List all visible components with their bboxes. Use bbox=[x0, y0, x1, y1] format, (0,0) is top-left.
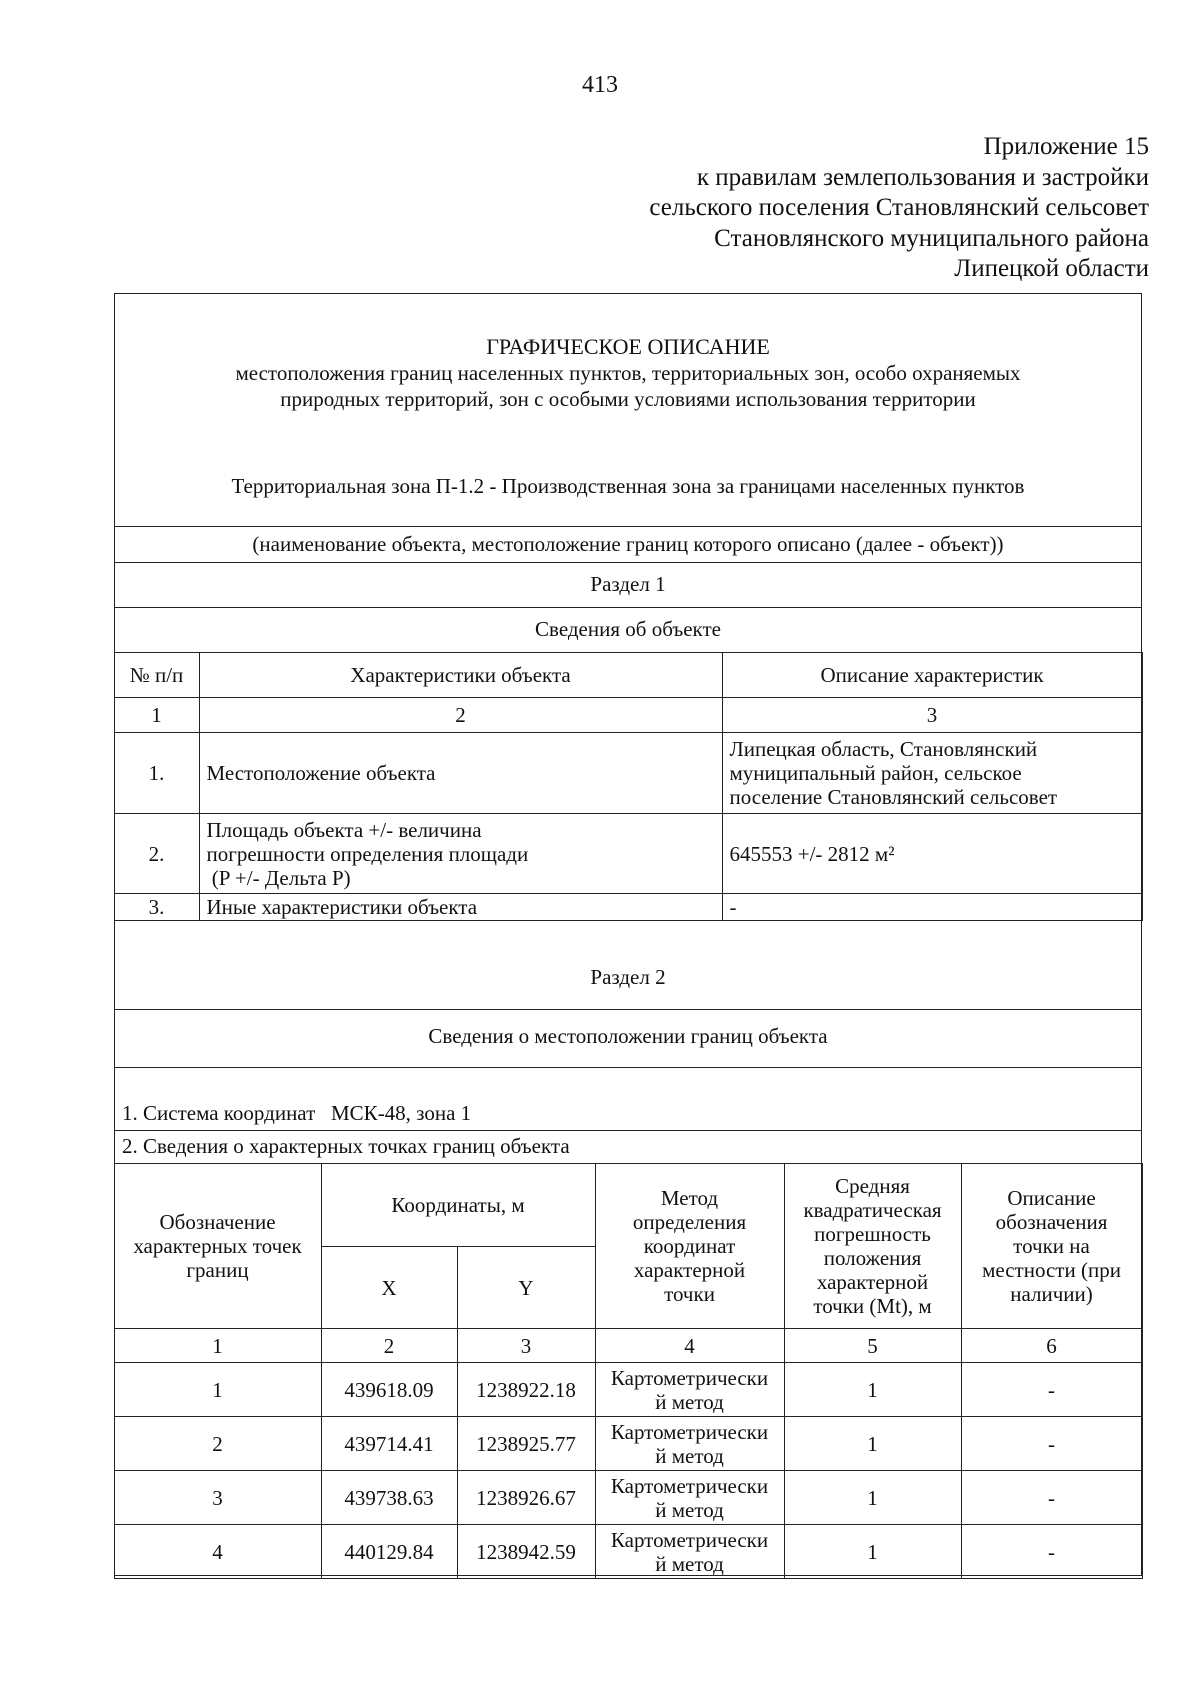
method-line: Картометрически bbox=[610, 1365, 769, 1390]
appendix-header bbox=[649, 132, 1149, 285]
point-mt: 1 bbox=[784, 1471, 961, 1525]
point-method bbox=[595, 1363, 784, 1417]
characteristic-name: Иные характеристики объекта bbox=[199, 894, 722, 921]
header-line: Средняя bbox=[835, 1174, 910, 1198]
name-line: Площадь объекта +/- величина bbox=[206, 817, 482, 842]
divider bbox=[115, 562, 1141, 563]
header-y: Y bbox=[457, 1247, 595, 1329]
header-line: точки (Mt), м bbox=[813, 1294, 932, 1318]
header-line: положения bbox=[823, 1246, 922, 1270]
divider bbox=[115, 1130, 1141, 1131]
characteristic-desc: - bbox=[722, 894, 1142, 921]
header-line: обозначения bbox=[995, 1210, 1108, 1234]
point-desc: - bbox=[961, 1417, 1142, 1471]
row-number: 1. bbox=[114, 733, 199, 814]
page-number: 413 bbox=[582, 72, 618, 98]
table-header-row bbox=[114, 1164, 1142, 1247]
point-x: 439618.09 bbox=[321, 1363, 457, 1417]
point-x: 439738.63 bbox=[321, 1471, 457, 1525]
header-line: координат bbox=[643, 1234, 736, 1258]
method-line: Картометрически bbox=[610, 1473, 769, 1498]
header-coordinates: Координаты, м bbox=[321, 1164, 595, 1247]
point-method bbox=[595, 1525, 784, 1579]
characteristic-name bbox=[199, 814, 722, 894]
divider bbox=[115, 1009, 1141, 1010]
point-y: 1238942.59 bbox=[457, 1525, 595, 1579]
point-id: 2 bbox=[114, 1417, 321, 1471]
section2-title: Раздел 2 bbox=[590, 965, 666, 989]
point-method bbox=[595, 1417, 784, 1471]
method-line: Картометрически bbox=[610, 1419, 769, 1444]
header-cell: № п/п bbox=[114, 653, 199, 698]
table-row bbox=[114, 1417, 1142, 1471]
header-line: местности (при bbox=[982, 1258, 1121, 1282]
header-line: точки bbox=[664, 1282, 715, 1306]
appendix-line-1: Приложение 15 bbox=[983, 133, 1149, 160]
point-y: 1238925.77 bbox=[457, 1417, 595, 1471]
points-caption: 2. Сведения о характерных точках границ объекта bbox=[122, 1134, 570, 1158]
column-number: 5 bbox=[784, 1329, 961, 1363]
characteristic-desc bbox=[722, 733, 1142, 814]
header-line: границ bbox=[186, 1258, 249, 1282]
header-x: X bbox=[321, 1247, 457, 1329]
column-number: 4 bbox=[595, 1329, 784, 1363]
header-point-description bbox=[961, 1164, 1142, 1329]
divider bbox=[115, 526, 1141, 527]
desc-line: Липецкая область, Становлянский bbox=[729, 737, 1038, 761]
header-line: Метод bbox=[660, 1186, 719, 1210]
object-caption: (наименование объекта, местоположение границ которого описано (далее - объект)) bbox=[252, 532, 1004, 556]
object-name: Территориальная зона П-1.2 - Производственная зона за границами населенных пунктов bbox=[231, 474, 1025, 498]
header-cell: Описание характеристик bbox=[722, 653, 1142, 698]
header-line: определения bbox=[632, 1210, 747, 1234]
method-line: й метод bbox=[655, 1389, 724, 1414]
point-mt: 1 bbox=[784, 1363, 961, 1417]
point-desc: - bbox=[961, 1525, 1142, 1579]
column-number: 1 bbox=[114, 698, 199, 733]
column-number: 6 bbox=[961, 1329, 1142, 1363]
name-line: (P +/- Дельта P) bbox=[206, 865, 351, 890]
header-line: точки на bbox=[1013, 1234, 1090, 1258]
divider bbox=[115, 607, 1141, 608]
point-x: 440129.84 bbox=[321, 1525, 457, 1579]
doc-subtitle-line-1: местоположения границ населенных пунктов, территориальных зон, особо охраняемых bbox=[235, 361, 1021, 385]
appendix-line-3: сельского поселения Становлянский сельсовет bbox=[649, 194, 1149, 221]
column-number-row bbox=[114, 698, 1142, 733]
column-number: 3 bbox=[457, 1329, 595, 1363]
table-row bbox=[114, 1471, 1142, 1525]
name-line: погрешности определения площади bbox=[206, 841, 529, 866]
header-cell: Характеристики объекта bbox=[199, 653, 722, 698]
point-mt: 1 bbox=[784, 1525, 961, 1579]
table-row bbox=[114, 1363, 1142, 1417]
coordinate-system: 1. Система координат МСК-48, зона 1 bbox=[122, 1101, 472, 1125]
doc-title: ГРАФИЧЕСКОЕ ОПИСАНИЕ bbox=[486, 334, 770, 359]
column-number-row bbox=[114, 1329, 1142, 1363]
table-row bbox=[114, 814, 1142, 894]
header-line: Обозначение bbox=[159, 1210, 276, 1234]
header-line: наличии) bbox=[1010, 1282, 1093, 1306]
table-row bbox=[114, 894, 1142, 921]
section1-subtitle: Сведения об объекте bbox=[535, 617, 721, 641]
section2-subtitle: Сведения о местоположении границ объекта bbox=[428, 1024, 828, 1048]
doc-subtitle-line-2: природных территорий, зон с особыми условиями использования территории bbox=[280, 387, 976, 411]
appendix-line-4: Становлянского муниципального района bbox=[714, 224, 1149, 252]
method-line: Картометрически bbox=[610, 1527, 769, 1552]
point-id: 1 bbox=[114, 1363, 321, 1417]
appendix-line-2: к правилам землепользования и застройки bbox=[696, 163, 1149, 191]
point-y: 1238926.67 bbox=[457, 1471, 595, 1525]
column-number: 2 bbox=[321, 1329, 457, 1363]
column-number: 3 bbox=[722, 698, 1142, 733]
characteristic-desc: 645553 +/- 2812 м² bbox=[722, 814, 1142, 894]
header-mean-error bbox=[784, 1164, 961, 1329]
desc-line: поселение Становлянский сельсовет bbox=[729, 785, 1058, 809]
document-frame bbox=[114, 293, 1142, 1576]
characteristic-name: Местоположение объекта bbox=[199, 733, 722, 814]
header-line: характерной bbox=[633, 1258, 746, 1282]
column-number: 1 bbox=[114, 1329, 321, 1363]
point-method bbox=[595, 1471, 784, 1525]
row-number: 2. bbox=[114, 814, 199, 894]
appendix-line-5: Липецкой области bbox=[954, 255, 1149, 282]
section1-title: Раздел 1 bbox=[590, 572, 666, 596]
method-line: й метод bbox=[655, 1551, 724, 1576]
table-row bbox=[114, 1525, 1142, 1579]
header-line: квадратическая bbox=[803, 1198, 942, 1222]
header-line: характерной bbox=[816, 1270, 929, 1294]
header-line: характерных точек bbox=[133, 1234, 302, 1258]
point-desc: - bbox=[961, 1471, 1142, 1525]
header-line: Описание bbox=[1007, 1186, 1096, 1210]
header-method bbox=[595, 1164, 784, 1329]
point-id: 3 bbox=[114, 1471, 321, 1525]
point-y: 1238922.18 bbox=[457, 1363, 595, 1417]
method-line: й метод bbox=[655, 1497, 724, 1522]
header-point-designation bbox=[114, 1164, 321, 1329]
object-info-table bbox=[114, 652, 1143, 921]
row-number: 3. bbox=[114, 894, 199, 921]
point-id: 4 bbox=[114, 1525, 321, 1579]
point-mt: 1 bbox=[784, 1417, 961, 1471]
point-desc: - bbox=[961, 1363, 1142, 1417]
table-row bbox=[114, 733, 1142, 814]
boundary-points-table bbox=[114, 1163, 1143, 1579]
column-number: 2 bbox=[199, 698, 722, 733]
point-x: 439714.41 bbox=[321, 1417, 457, 1471]
table-header-row bbox=[114, 653, 1142, 698]
desc-line: муниципальный район, сельское bbox=[729, 761, 1022, 785]
divider bbox=[115, 1067, 1141, 1068]
method-line: й метод bbox=[655, 1443, 724, 1468]
header-line: погрешность bbox=[814, 1222, 931, 1246]
